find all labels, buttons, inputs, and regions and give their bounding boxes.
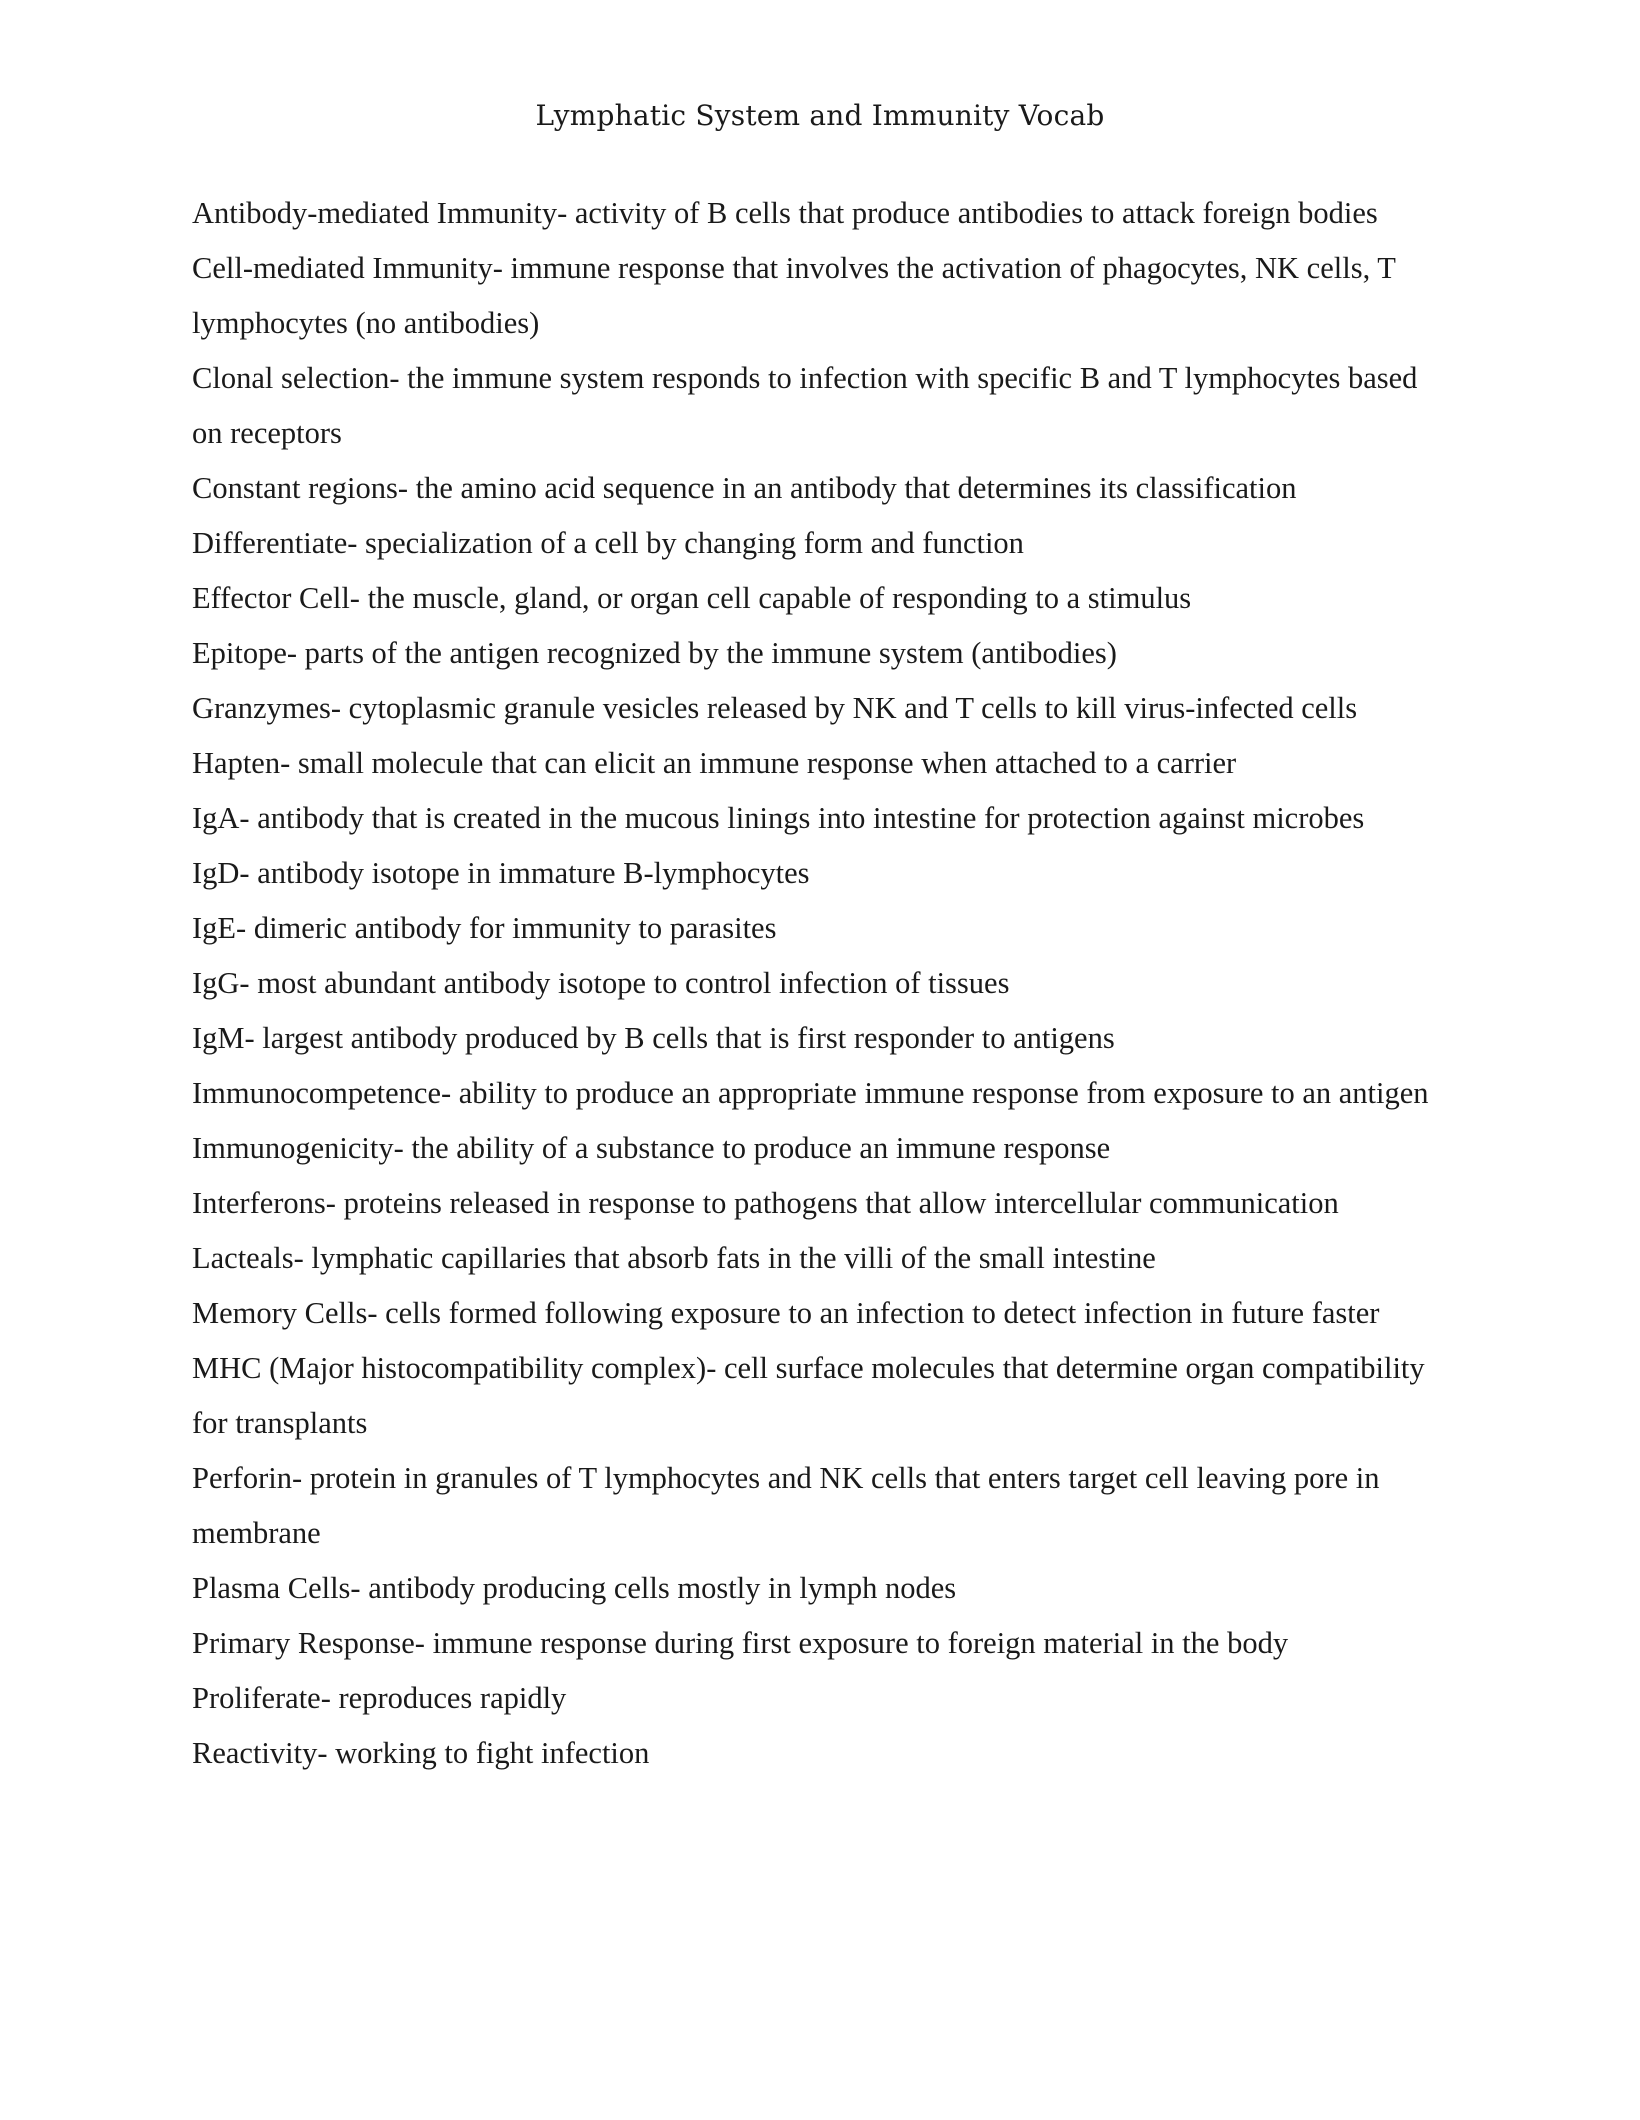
vocab-list xyxy=(192,186,1452,1781)
vocab-entry: IgE- dimeric antibody for immunity to parasites xyxy=(192,911,777,945)
vocab-entry: IgM- largest antibody produced by B cells that is first responder to antigens xyxy=(192,1021,1115,1055)
vocab-entry: Proliferate- reproduces rapidly xyxy=(192,1681,567,1715)
vocab-entry: Reactivity- working to fight infection xyxy=(192,1736,650,1770)
vocab-entry: Antibody-mediated Immunity- activity of B cells that produce antibodies to attack foreign bodies xyxy=(192,196,1378,230)
vocab-entry: IgD- antibody isotope in immature B-lymphocytes xyxy=(192,856,810,890)
vocab-entry: Effector Cell- the muscle, gland, or organ cell capable of responding to a stimulus xyxy=(192,581,1192,615)
vocab-entry: Differentiate- specialization of a cell by changing form and function xyxy=(192,526,1024,560)
vocab-entry: Perforin- protein in granules of T lymphocytes and NK cells that enters target cell leaving pore in membrane xyxy=(192,1461,1380,1550)
document-title: Lymphatic System and Immunity Vocab xyxy=(535,99,1105,132)
vocab-entry: Cell-mediated Immunity- immune response that involves the activation of phagocytes, NK cells, T lymphocytes (no antibodies) xyxy=(192,251,1396,340)
vocab-entry: Immunogenicity- the ability of a substance to produce an immune response xyxy=(192,1131,1111,1165)
vocab-entry: Granzymes- cytoplasmic granule vesicles released by NK and T cells to kill virus-infected cells xyxy=(192,691,1358,725)
vocab-entry: Clonal selection- the immune system responds to infection with specific B and T lymphocytes based on receptors xyxy=(192,361,1418,450)
vocab-entry: MHC (Major histocompatibility complex)- cell surface molecules that determine organ compatibility for transplants xyxy=(192,1351,1425,1440)
vocab-entry: Lacteals- lymphatic capillaries that absorb fats in the villi of the small intestine xyxy=(192,1241,1156,1275)
vocab-entry: Primary Response- immune response during first exposure to foreign material in the body xyxy=(192,1626,1289,1660)
vocab-entry: Memory Cells- cells formed following exposure to an infection to detect infection in future faster xyxy=(192,1296,1380,1330)
vocab-entry: IgA- antibody that is created in the mucous linings into intestine for protection against microbes xyxy=(192,801,1365,835)
vocab-entry: Plasma Cells- antibody producing cells mostly in lymph nodes xyxy=(192,1571,957,1605)
vocab-entry: Immunocompetence- ability to produce an appropriate immune response from exposure to an antigen xyxy=(192,1076,1429,1110)
vocab-entry: Epitope- parts of the antigen recognized by the immune system (antibodies) xyxy=(192,636,1117,670)
vocab-entry: Hapten- small molecule that can elicit an immune response when attached to a carrier xyxy=(192,746,1237,780)
vocab-entry: Interferons- proteins released in response to pathogens that allow intercellular communication xyxy=(192,1186,1339,1220)
vocab-entry: IgG- most abundant antibody isotope to control infection of tissues xyxy=(192,966,1010,1000)
vocab-entry: Constant regions- the amino acid sequence in an antibody that determines its classification xyxy=(192,471,1297,505)
